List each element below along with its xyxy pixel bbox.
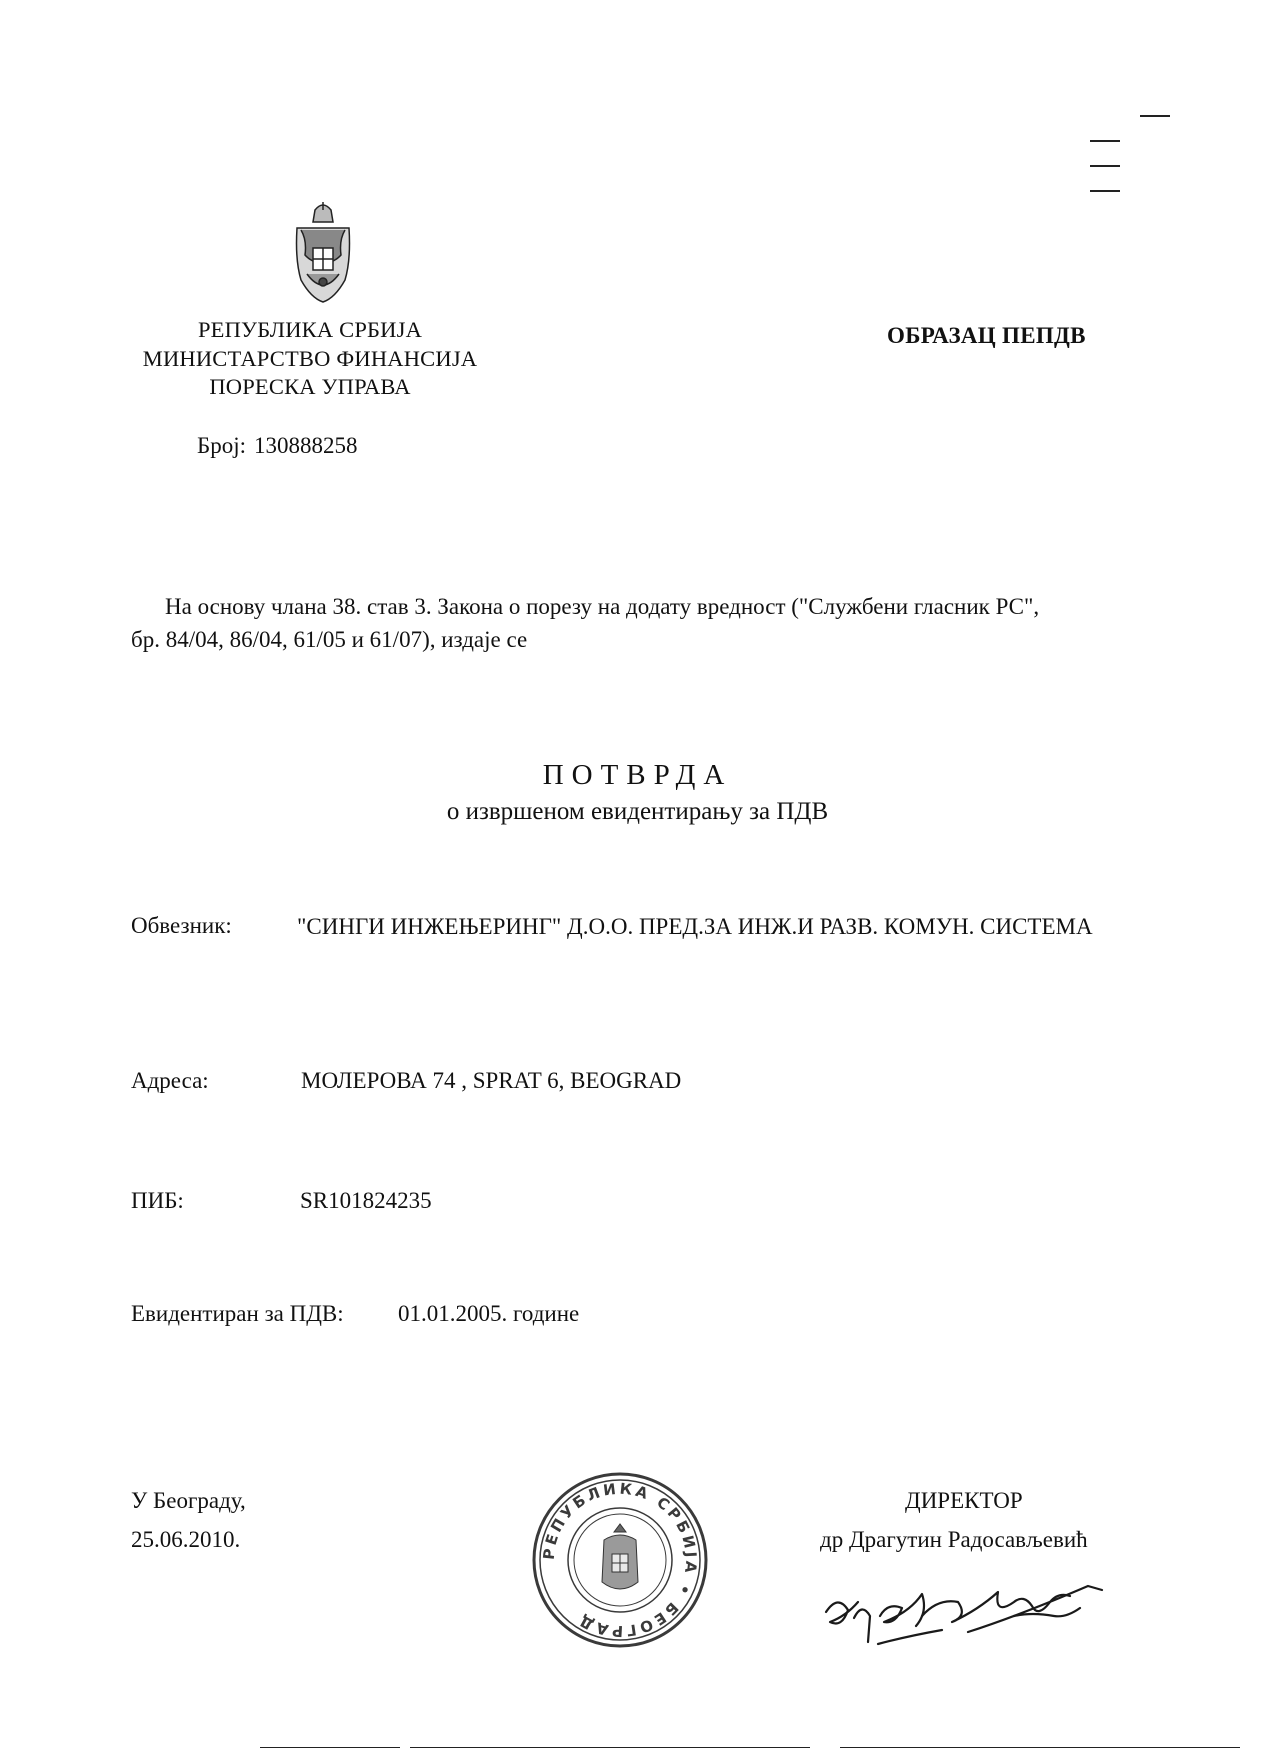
pib-label: ПИБ: <box>131 1188 184 1213</box>
issue-date: 25.06.2010. <box>131 1527 241 1552</box>
registered-value: 01.01.2005. године <box>398 1301 580 1326</box>
scan-mark <box>1090 140 1120 142</box>
pib-value: SR101824235 <box>300 1188 432 1213</box>
scan-mark <box>1090 190 1120 192</box>
issuer-block <box>130 316 490 402</box>
document-title: ПОТВРДА <box>542 759 733 791</box>
issuer-ministry: МИНИСТАРСТВО ФИНАНСИЈА <box>142 345 478 371</box>
intro-line-1: На основу члана 38. став 3. Закона о порезу на додату вредност ("Службени гласник РС", <box>165 594 1040 619</box>
scan-mark <box>1090 165 1120 167</box>
document-number-value: 130888258 <box>254 433 358 458</box>
registered-label: Евидентиран за ПДВ: <box>131 1301 344 1326</box>
intro-paragraph <box>131 590 1131 656</box>
scan-mark <box>840 1747 1240 1748</box>
scan-mark <box>260 1747 400 1748</box>
director-title: ДИРЕКТОР <box>905 1488 1023 1513</box>
director-name: др Драгутин Радосављевић <box>820 1527 1088 1552</box>
document-subtitle: о извршеном евидентирању за ПДВ <box>446 798 829 825</box>
form-name: ОБРАЗАЦ ПЕПДВ <box>887 323 1086 348</box>
issue-place: У Београду, <box>131 1488 246 1513</box>
issuer-office: ПОРЕСКА УПРАВА <box>209 374 411 399</box>
taxpayer-value: "СИНГИ ИНЖЕЊЕРИНГ" Д.О.О. ПРЕД.ЗА ИНЖ.И РАЗВ. КОМУН. СИСТЕМА <box>297 914 1093 939</box>
address-label: Адреса: <box>131 1068 209 1093</box>
handwritten-signature-icon <box>818 1572 1118 1672</box>
issuer-country: РЕПУБЛИКА СРБИЈА <box>197 317 423 342</box>
intro-line-2: бр. 84/04, 86/04, 61/05 и 61/07), издаје се <box>131 627 528 652</box>
address-value: МОЛЕРОВА 74 , SPRAT 6, BEOGRAD <box>301 1068 682 1093</box>
document-number <box>197 432 358 460</box>
scan-mark <box>410 1747 810 1748</box>
taxpayer-label: Обвезник: <box>131 913 232 938</box>
coat-of-arms-icon <box>287 200 359 305</box>
scan-mark <box>1140 115 1170 117</box>
official-stamp-icon <box>530 1470 710 1650</box>
document-number-label: Број: <box>197 433 246 458</box>
stamp-text: РЕПУБЛИКА СРБИЈА • БЕОГРАД <box>539 1479 701 1641</box>
